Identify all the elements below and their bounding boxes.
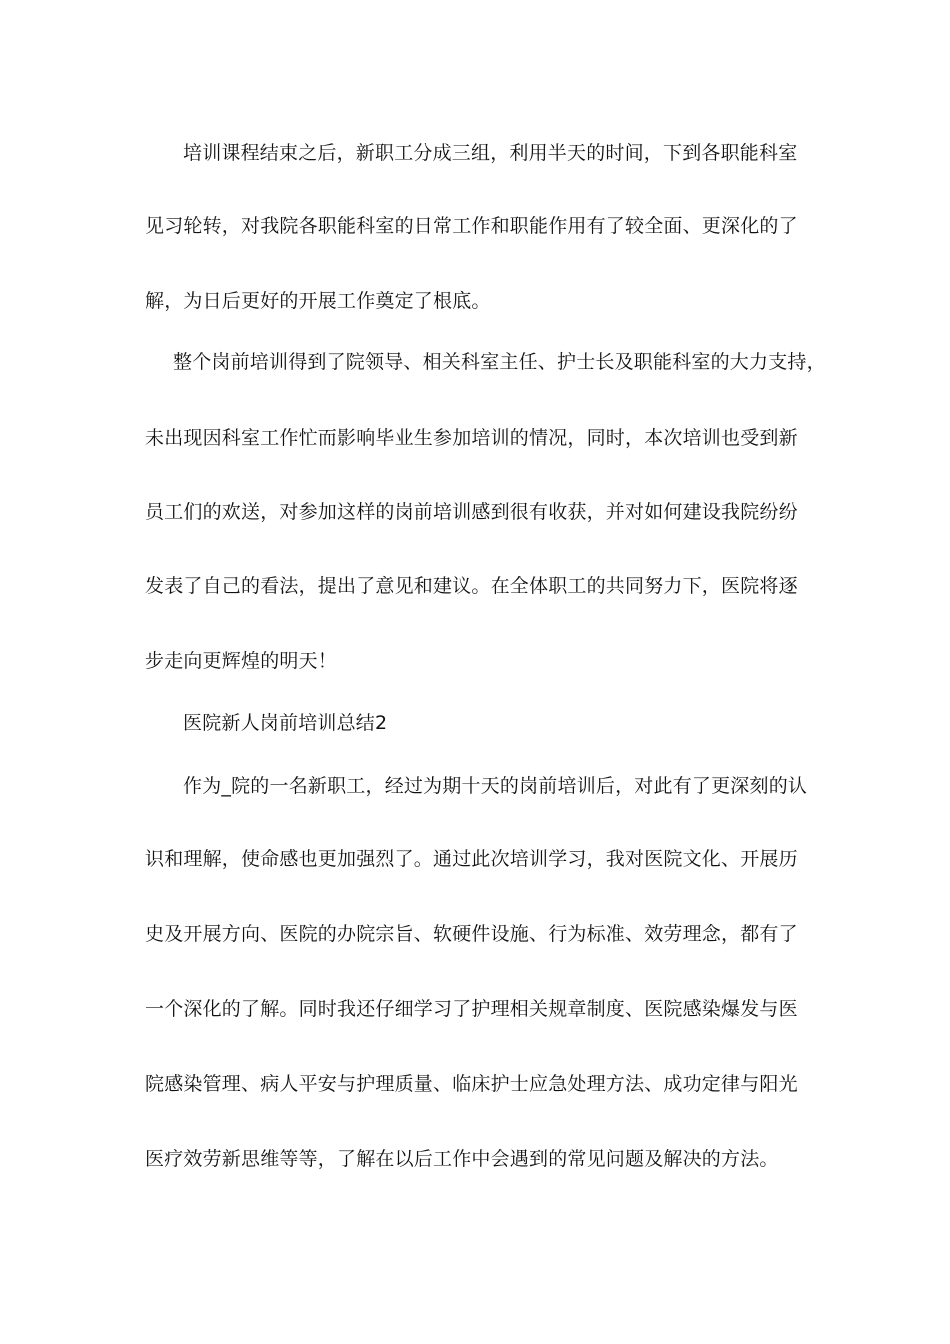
section-heading: 医院新人岗前培训总结2 [183, 712, 388, 734]
paragraph-line: 见习轮转，对我院各职能科室的日常工作和职能作用有了较全面、更深化的了 [145, 215, 798, 237]
paragraph-line: 培训课程结束之后，新职工分成三组，利用半天的时间，下到各职能科室 [183, 142, 798, 164]
paragraph-line: 作为_院的一名新职工，经过为期十天的岗前培训后，对此有了更深刻的认 [183, 775, 808, 797]
paragraph-line: 步走向更辉煌的明天！ [145, 650, 338, 672]
paragraph-line: 解，为日后更好的开展工作奠定了根底。 [145, 290, 491, 312]
paragraph-line: 医疗效劳新思维等等，了解在以后工作中会遇到的常见问题及解决的方法。 [145, 1148, 779, 1170]
paragraph-line: 识和理解，使命感也更加强烈了。通过此次培训学习，我对医院文化、开展历 [145, 848, 798, 870]
paragraph-line: 整个岗前培训得到了院领导、相关科室主任、护士长及职能科室的大力支持， [173, 351, 826, 373]
paragraph-line: 院感染管理、病人平安与护理质量、临床护士应急处理方法、成功定律与阳光 [145, 1073, 798, 1095]
paragraph-line: 史及开展方向、医院的办院宗旨、软硬件设施、行为标准、效劳理念，都有了 [145, 923, 798, 945]
paragraph-line: 未出现因科室工作忙而影响毕业生参加培训的情况，同时，本次培训也受到新 [145, 427, 798, 449]
paragraph-line: 一个深化的了解。同时我还仔细学习了护理相关规章制度、医院感染爆发与医 [145, 998, 798, 1020]
paragraph-line: 发表了自己的看法，提出了意见和建议。在全体职工的共同努力下，医院将逐 [145, 575, 798, 597]
paragraph-line: 员工们的欢送，对参加这样的岗前培训感到很有收获，并对如何建设我院纷纷 [145, 501, 798, 523]
